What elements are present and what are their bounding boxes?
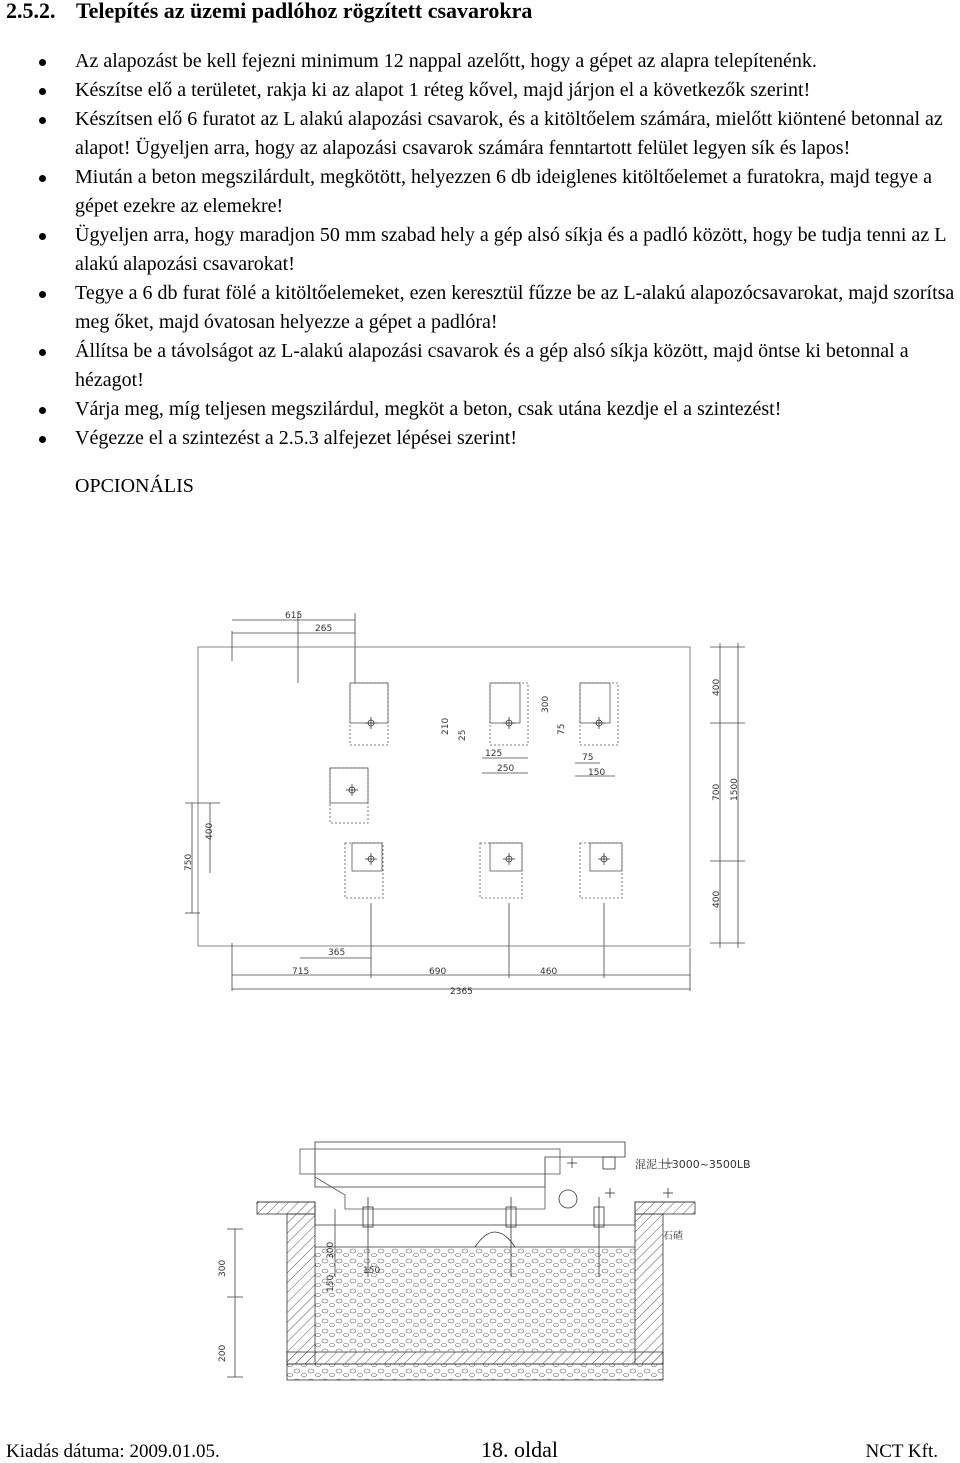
dim-150a: 150 — [326, 1274, 336, 1292]
dim-2365: 2365 — [450, 987, 473, 997]
section-title: Telepítés az üzemi padlóhoz rögzített csavarokra — [76, 0, 533, 23]
dim-300a: 300 — [218, 1259, 228, 1277]
list-item: Készítsen elő 6 furatot az L alakú alapozási csavarok, és a kitöltőelem számára, mielőtt kiöntené betonnal az alapot! Ügyeljen arra, hogy az alapozási csavarok számára fenntartott felület legyen sík és lapos! — [0, 105, 960, 163]
bullet-icon — [39, 407, 46, 414]
list-item: Állítsa be a távolságot az L-alakú alapozási csavarok és a gép alsó síkja között, majd öntse ki betonnal a hézagot! — [0, 337, 960, 395]
dim-300: 300 — [541, 695, 551, 713]
list-item: Az alapozást be kell fejezni minimum 12 nappal azelőtt, hogy a gépet az alapra telepítenénk. — [0, 47, 960, 76]
dim-300b: 300 — [326, 1241, 336, 1259]
list-item: Végezze el a szintezést a 2.5.3 alfejezet lépései szerint! — [0, 424, 960, 453]
bullet-icon — [39, 436, 46, 443]
dim-400b: 400 — [712, 890, 722, 908]
dim-365: 365 — [328, 948, 346, 958]
dim-150b: 150 — [363, 1266, 381, 1276]
dim-750: 750 — [184, 853, 194, 871]
list-item: Várja meg, míg teljesen megszilárdul, megköt a beton, csak utána kezdje el a szintezést! — [0, 395, 960, 424]
dim-265: 265 — [315, 624, 333, 634]
optional-label: OPCIONÁLIS — [75, 475, 194, 497]
dim-75b: 75 — [582, 753, 594, 763]
company-name: NCT Kft. — [865, 1441, 938, 1462]
foundation-section-drawing — [195, 1137, 775, 1437]
concrete-note: 混泥土:3000~3500LB — [635, 1158, 751, 1171]
instruction-list — [0, 47, 960, 453]
page-number: 18. oldal — [481, 1437, 558, 1462]
dim-400c: 400 — [205, 822, 215, 840]
dim-460: 460 — [540, 967, 558, 977]
list-item: Ügyeljen arra, hogy maradjon 50 mm szabad hely a gép alsó síkja és a padló között, hogy be tudja tenni az L alakú alapozási csavarokat! — [0, 221, 960, 279]
bullet-icon — [39, 175, 46, 182]
issue-date: Kiadás dátuma: 2009.01.05. — [6, 1441, 220, 1462]
dim-125: 125 — [485, 749, 503, 759]
dim-700: 700 — [712, 783, 722, 801]
dim-690: 690 — [429, 967, 447, 977]
stone-label: 石碴 — [663, 1231, 683, 1242]
dim-25: 25 — [458, 729, 468, 741]
bullet-icon — [39, 349, 46, 356]
dim-210: 210 — [441, 717, 451, 735]
bullet-icon — [39, 88, 46, 95]
dim-615: 615 — [285, 611, 303, 621]
dim-1500: 1500 — [730, 778, 740, 801]
section-number: 2.5.2. — [6, 0, 56, 23]
dim-75a: 75 — [557, 723, 567, 735]
dim-400a: 400 — [712, 678, 722, 696]
bullet-icon — [39, 291, 46, 298]
dim-250: 250 — [497, 764, 515, 774]
foundation-plan-drawing — [170, 603, 770, 1003]
dim-715: 715 — [292, 967, 310, 977]
list-item: Készítse elő a területet, rakja ki az alapot 1 réteg kővel, majd járjon el a következők szerint! — [0, 76, 960, 105]
dim-200: 200 — [218, 1344, 228, 1362]
dim-150: 150 — [588, 768, 606, 778]
list-item: Tegye a 6 db furat fölé a kitöltőelemeket, ezen keresztül fűzze be az L-alakú alapozócsavarokat, majd szorítsa meg őket, majd óvatosan helyezze a gépet a padlóra! — [0, 279, 960, 337]
list-item: Miután a beton megszilárdult, megkötött, helyezzen 6 db ideiglenes kitöltőelemet a furatokra, majd tegye a gépet ezekre az elemekre! — [0, 163, 960, 221]
bullet-icon — [39, 233, 46, 240]
bullet-icon — [39, 59, 46, 66]
section-heading — [6, 0, 532, 24]
bullet-icon — [39, 117, 46, 124]
